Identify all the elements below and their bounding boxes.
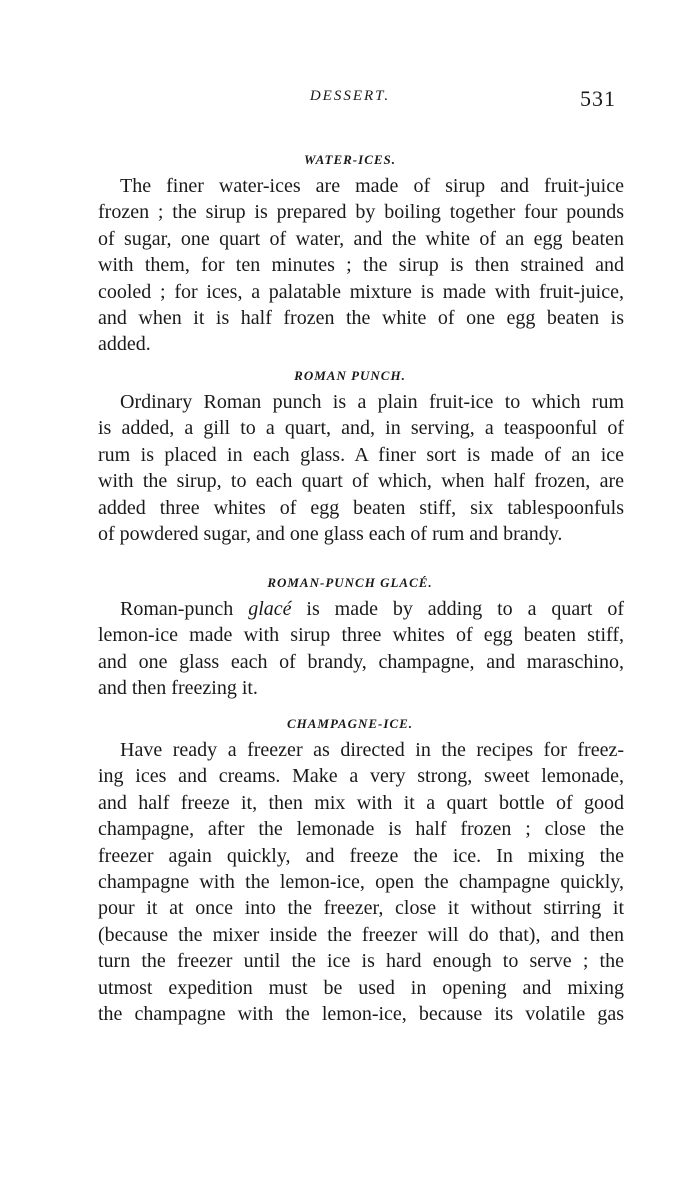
text-line: and when it is half frozen the white of one egg beaten is (98, 307, 624, 330)
running-title: DESSERT. (309, 88, 391, 104)
section-roman-punch (76, 363, 624, 547)
text-line: champagne, after the lemonade is half frozen ; close the (98, 818, 624, 841)
text-line: of powdered sugar, and one glass each of rum and brandy. (98, 523, 563, 546)
running-head (0, 86, 700, 116)
section-paragraph (76, 737, 624, 1027)
section-heading: WATER-ICES. (303, 152, 397, 167)
page-number: 531 (580, 86, 616, 111)
text-line: cooled ; for ices, a palatable mixture is made with fruit-juice, (98, 280, 624, 303)
text-line: The finer water-ices are made of sirup and fruit-juice (120, 175, 624, 197)
text-line: added three whites of egg beaten stiff, six tablespoonfuls (98, 496, 624, 519)
text-line: and one glass each of brandy, champagne, and maraschino, (98, 650, 624, 673)
text-line: and half freeze it, then mix with it a quart bottle of good (98, 791, 624, 814)
text-line: champagne with the lemon-ice, open the champagne quickly, (98, 871, 624, 894)
section-water-ices (76, 147, 624, 358)
section-paragraph (76, 173, 624, 358)
text-line: freezer again quickly, and freeze the ice. In mixing the (98, 844, 624, 867)
section-champagne-ice (76, 711, 624, 1027)
section-paragraph (76, 389, 624, 547)
text-line: with them, for ten minutes ; the sirup is then strained and (98, 254, 624, 277)
section-heading: ROMAN PUNCH. (294, 368, 406, 383)
text-line: added. (98, 333, 151, 356)
italic-word: glacé (248, 598, 292, 620)
section-heading: CHAMPAGNE-ICE. (286, 716, 414, 731)
text-line: the champagne with the lemon-ice, because its volatile gas (98, 1003, 624, 1026)
text-line: Ordinary Roman punch is a plain fruit-ice to which rum (120, 391, 624, 413)
text-line: (because the mixer inside the freezer will do that), and then (98, 923, 624, 946)
text-line: lemon-ice made with sirup three whites of egg beaten stiff, (98, 624, 624, 647)
text-line: with the sirup, to each quart of which, when half frozen, are (98, 470, 624, 493)
text-line: Have ready a freezer as directed in the recipes for freez- (120, 739, 624, 761)
text-line: frozen ; the sirup is prepared by boiling together four pounds (98, 201, 624, 224)
text-line: utmost expedition must be used in opening and mixing (98, 976, 624, 999)
text-line: is added, a gill to a quart, and, in serving, a teaspoonful of (98, 417, 624, 440)
section-heading: ROMAN-PUNCH GLACÉ. (267, 575, 433, 590)
section-paragraph (76, 596, 624, 702)
text-line: and then freezing it. (98, 677, 258, 700)
text-line: turn the freezer until the ice is hard enough to serve ; the (98, 950, 624, 973)
text-line: Roman-punch glacé is made by adding to a quart of (120, 598, 624, 620)
text-line: rum is placed in each glass. A finer sort is made of an ice (98, 443, 624, 466)
section-roman-punch-glace (76, 570, 624, 702)
text-line: ing ices and creams. Make a very strong, sweet lemonade, (98, 765, 624, 788)
text-line: pour it at once into the freezer, close it without stirring it (98, 897, 624, 920)
text-line: of sugar, one quart of water, and the white of an egg beaten (98, 227, 624, 250)
